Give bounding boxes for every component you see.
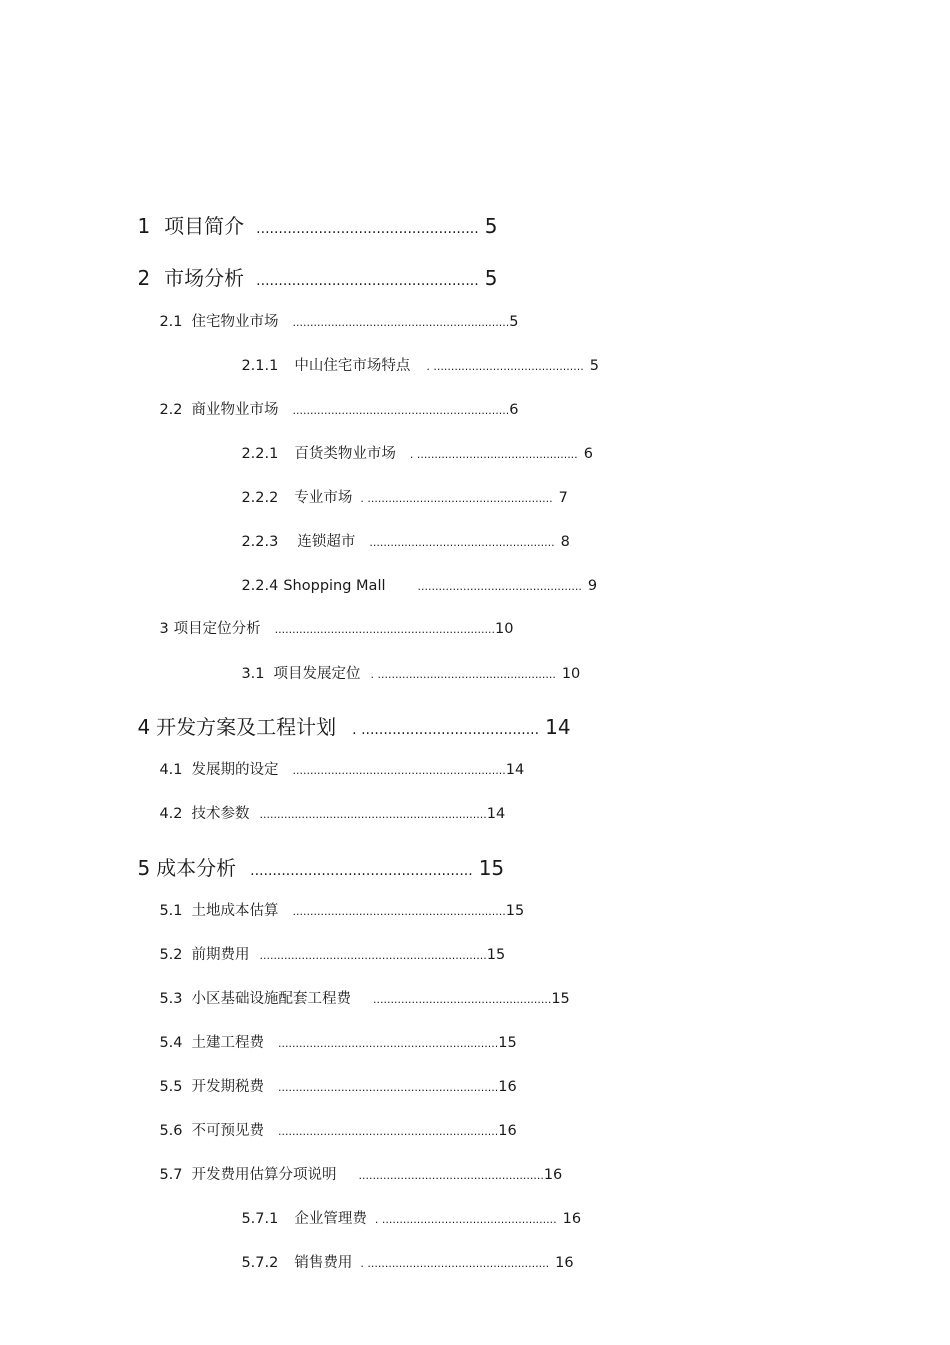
toc-page-number: 8 (560, 533, 570, 550)
toc-leader: . ..................................................... (360, 491, 553, 505)
toc-leader: . ........................................... (426, 359, 584, 373)
toc-page-number: 16 (498, 1078, 517, 1095)
toc-page-number: 16 (562, 1210, 582, 1227)
toc-title: 技术参数 (191, 805, 250, 822)
toc-number: 2.1.1 (241, 357, 279, 374)
toc-title: 土建工程费 (191, 1034, 264, 1051)
toc-page-number: 7 (558, 489, 568, 506)
toc-number: 5.7 (159, 1166, 183, 1183)
toc-number: 4 (137, 715, 151, 739)
toc-leader: . ................................................... (370, 667, 556, 681)
toc-page-number: 15 (486, 946, 506, 963)
toc-entry-5-4[interactable] (141, 1021, 517, 1065)
toc-title: 开发费用估算分项说明 (191, 1166, 337, 1183)
toc-number: 5.5 (159, 1078, 183, 1095)
toc-page-number: 15 (551, 990, 570, 1007)
toc-leader: . .................................................. (374, 1212, 557, 1226)
toc-page-number: 10 (494, 620, 514, 637)
toc-page-number: 5 (484, 266, 498, 290)
toc-leader: .............................................................. (292, 403, 510, 417)
toc-leader: ............................................... (417, 579, 582, 593)
toc-title: 专业市场 (294, 489, 353, 506)
toc-page-number: 6 (583, 445, 593, 462)
toc-leader: .................................................. (256, 273, 479, 289)
toc-leader: . .............................................. (409, 447, 578, 461)
toc-entry-3-1[interactable] (223, 652, 580, 696)
toc-title: 企业管理费 (294, 1210, 367, 1227)
toc-entry-4-1[interactable] (141, 748, 524, 792)
toc-entry-2-2-3[interactable] (223, 520, 570, 564)
toc-leader: ............................................................. (292, 904, 506, 918)
toc-page-number: 5 (589, 357, 599, 374)
toc-entry-5-7-1[interactable] (223, 1197, 581, 1241)
toc-page-number: 9 (587, 577, 598, 594)
toc-leader: ............................................................... (274, 622, 495, 636)
toc-number: 2.2.4 (241, 577, 279, 594)
toc-leader: .............................................................. (292, 315, 510, 329)
toc-leader: ................................................................. (259, 948, 487, 962)
toc-entry-4-2[interactable] (141, 792, 505, 836)
toc-entry-5-7-2[interactable] (223, 1241, 574, 1285)
toc-number: 2.1 (159, 313, 183, 330)
toc-page-number: 10 (561, 665, 581, 682)
toc-leader: ............................................................... (278, 1036, 499, 1050)
toc-entry-2-2-2[interactable] (223, 476, 568, 520)
toc-title: 连锁超市 (297, 533, 356, 550)
toc-title: 商业物业市场 (191, 401, 279, 418)
toc-entry-2-1-1[interactable] (223, 344, 599, 388)
toc-entry-2-2[interactable] (141, 388, 519, 432)
toc-number: 2.2.3 (241, 533, 279, 550)
toc-number: 1 (137, 214, 151, 238)
toc-leader: ................................................................. (259, 807, 487, 821)
toc-title: 开发方案及工程计划 (156, 715, 337, 739)
toc-title: 土地成本估算 (191, 902, 279, 919)
toc-title: 销售费用 (294, 1254, 353, 1271)
toc-page-number: 16 (543, 1166, 563, 1183)
toc-entry-5-1[interactable] (141, 889, 524, 933)
toc-entry-3[interactable] (141, 607, 513, 651)
toc-leader: ................................................... (373, 992, 552, 1006)
toc-title: 开发期税费 (191, 1078, 264, 1095)
toc-page-number: 5 (509, 313, 519, 330)
toc-title: 住宅物业市场 (191, 313, 279, 330)
toc-number: 5.1 (159, 902, 183, 919)
toc-number: 4.1 (159, 761, 183, 778)
toc-number: 5.2 (159, 946, 183, 963)
toc-title: 小区基础设施配套工程费 (191, 990, 351, 1007)
toc-entry-2[interactable] (112, 248, 497, 308)
toc-page-number: 15 (478, 856, 505, 880)
toc-number: 2 (137, 266, 151, 290)
toc-title: 中山住宅市场特点 (294, 357, 411, 374)
toc-title: 不可预见费 (191, 1122, 264, 1139)
toc-number: 3 (159, 620, 169, 637)
toc-title: 发展期的设定 (191, 761, 279, 778)
toc-number: 5 (137, 856, 151, 880)
toc-entry-2-2-1[interactable] (223, 432, 593, 476)
toc-leader: ..................................................... (358, 1168, 544, 1182)
toc-leader: .................................................. (256, 221, 479, 237)
toc-entry-5-5[interactable] (141, 1065, 517, 1109)
toc-page-number: 6 (509, 401, 519, 418)
toc-entry-5-2[interactable] (141, 933, 505, 977)
toc-page-number: 5 (484, 214, 498, 238)
toc-entry-5-7[interactable] (141, 1153, 562, 1197)
toc-leader: .................................................. (250, 863, 473, 879)
toc-entry-1[interactable] (112, 196, 497, 256)
toc-entry-5-3[interactable] (141, 977, 570, 1021)
toc-leader: . ........................................ (352, 722, 540, 738)
toc-title: 前期费用 (191, 946, 250, 963)
toc-page-number: 14 (505, 761, 525, 778)
toc-number: 5.7.1 (241, 1210, 279, 1227)
toc-number: 3.1 (241, 665, 265, 682)
toc-entry-2-1[interactable] (141, 300, 519, 344)
toc-number: 4.2 (159, 805, 183, 822)
toc-leader: ............................................................... (278, 1124, 499, 1138)
toc-leader: ............................................................... (278, 1080, 499, 1094)
toc-page-number: 15 (498, 1034, 517, 1051)
toc-leader: ..................................................... (369, 535, 555, 549)
toc-title: 百货类物业市场 (294, 445, 396, 462)
toc-number: 5.7.2 (241, 1254, 279, 1271)
toc-leader: ............................................................. (292, 763, 506, 777)
toc-number: 5.3 (159, 990, 183, 1007)
toc-leader: . .................................................... (360, 1256, 550, 1270)
toc-number: 2.2 (159, 401, 183, 418)
toc-title: 成本分析 (156, 856, 237, 880)
toc-number: 2.2.1 (241, 445, 279, 462)
toc-page-number: 15 (505, 902, 525, 919)
toc-page-number: 14 (545, 715, 571, 739)
toc-page-number: 16 (555, 1254, 574, 1271)
toc-entry-2-2-4[interactable] (223, 564, 597, 608)
toc-number: 5.6 (159, 1122, 183, 1139)
toc-title: 项目简介 (164, 214, 245, 238)
toc-page-number: 14 (486, 805, 506, 822)
toc-title: 市场分析 (164, 266, 245, 290)
toc-page-number: 16 (498, 1122, 517, 1139)
toc-title: 项目定位分析 (173, 620, 261, 637)
toc-title: Shopping Mall (283, 577, 386, 594)
toc-number: 5.4 (159, 1034, 183, 1051)
toc-entry-5-6[interactable] (141, 1109, 517, 1153)
toc-number: 2.2.2 (241, 489, 279, 506)
toc-title: 项目发展定位 (273, 665, 361, 682)
